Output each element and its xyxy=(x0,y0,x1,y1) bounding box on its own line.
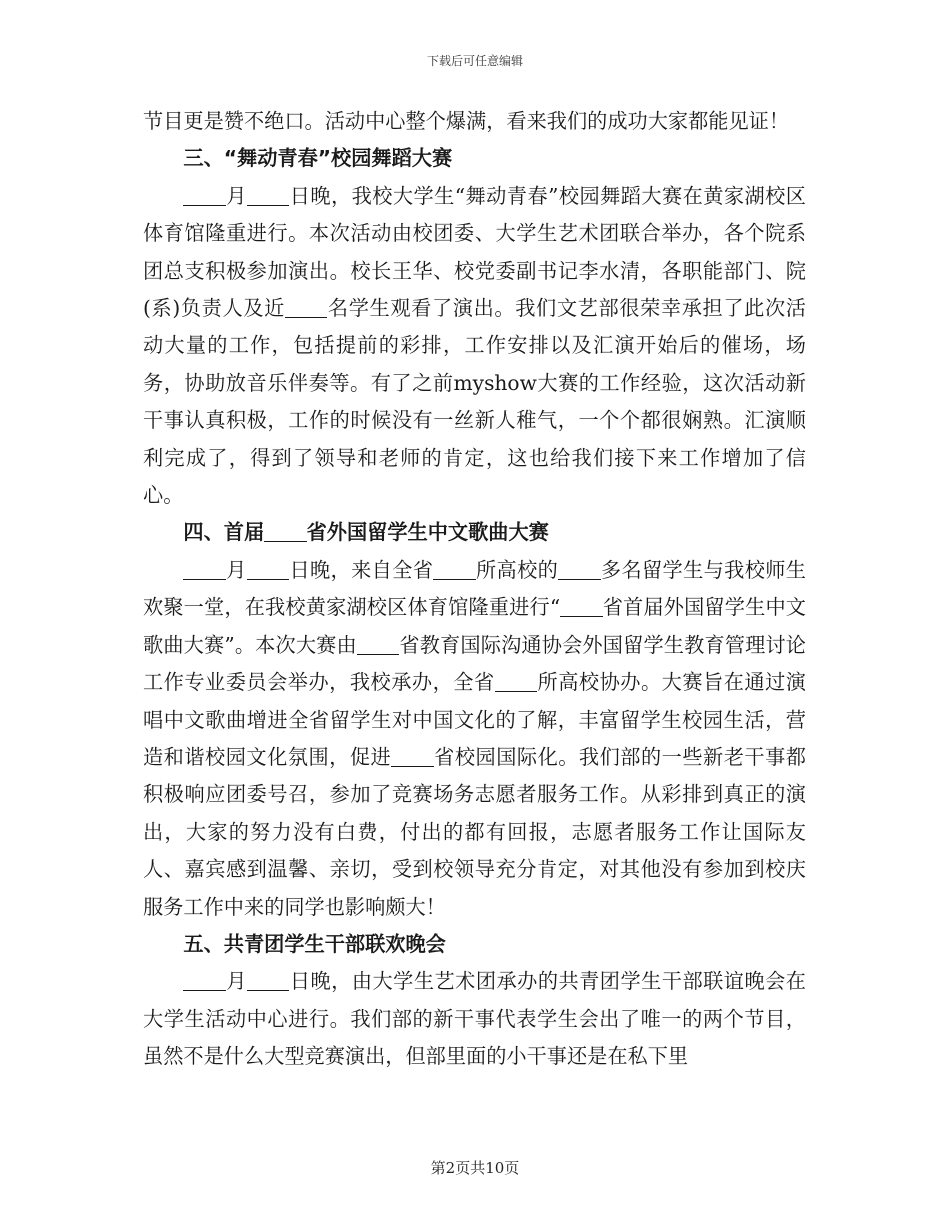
body-paragraph xyxy=(143,178,806,515)
fill-in-blank xyxy=(495,671,537,692)
fill-in-blank xyxy=(357,634,399,655)
fill-in-blank xyxy=(560,596,602,617)
fill-in-blank xyxy=(247,970,289,991)
body-paragraph xyxy=(143,103,806,140)
page-footer: 第2页共10页 xyxy=(430,1159,520,1177)
fill-in-blank xyxy=(558,559,600,580)
text-segment: 名学生观看了演出。我们文艺部很荣幸承担了此次活动大量的工作，包括提前的彩排，工作安排以及汇演开始后的催场，场务，协助放音乐伴奏等。有了之前myshow大赛的工作经验，这次活动新干事认真积极，工作的时候没有一丝新人稚气，一个个都很娴熟。汇演顺利完成了，得到了领导和老师的肯定，这也给我们接下来工作增加了信心。 xyxy=(143,296,806,508)
text-segment: 日晚，我校大学生“舞动青春”校园舞蹈大赛在黄家湖校区体育馆隆重进行。本次活动由校团委、大学生艺术团联合举办，各个院系团总支积极参加演出。校长王华、校党委副书记李水清，各职能部门、院(系)负责人及近 xyxy=(143,183,806,321)
fill-in-blank xyxy=(247,559,289,580)
text-segment: 月 xyxy=(225,969,247,994)
fill-in-blank xyxy=(433,559,475,580)
fill-in-blank xyxy=(247,185,289,206)
body-paragraph xyxy=(143,963,806,1075)
fill-in-blank xyxy=(264,521,306,542)
text-segment: 月 xyxy=(225,557,247,582)
text-segment: 三、“舞动青春”校园舞蹈大赛 xyxy=(183,146,453,171)
text-segment: 月 xyxy=(225,183,247,208)
text-segment: 日晚，由大学生艺术团承办的共青团学生干部联谊晚会在大学生活动中心进行。我们部的新干事代表学生会出了唯一的两个节目，虽然不是什么大型竞赛演出，但部里面的小干事还是在私下里 xyxy=(143,969,806,1069)
section-heading xyxy=(143,514,806,551)
fill-in-blank xyxy=(183,559,225,580)
page-header: 下载后可任意编辑 xyxy=(426,54,523,68)
text-segment: 多名留学生与我校师生欢聚一堂，在我校黄家湖校区体育馆隆重进行“ xyxy=(143,557,806,620)
text-segment: 所高校的 xyxy=(475,557,559,582)
text-segment: 四、首届 xyxy=(183,520,265,545)
text-segment: 所高校协办。大赛旨在通过演唱中文歌曲增进全省留学生对中国文化的了解，丰富留学生校园生活，营造和谐校园文化氛围，促进 xyxy=(143,670,806,769)
text-segment: 五、共青团学生干部联欢晚会 xyxy=(183,931,446,956)
text-segment: 省首届外国留学生中文歌曲大赛”。本次大赛由 xyxy=(143,595,806,657)
fill-in-blank xyxy=(183,970,225,991)
text-segment: 省外国留学生中文歌曲大赛 xyxy=(306,520,549,545)
section-heading xyxy=(143,926,806,963)
text-segment: 日晚，来自全省 xyxy=(289,557,434,582)
text-segment: 省教育国际沟通协会外国留学生教育管理讨论工作专业委员会举办，我校承办，全省 xyxy=(143,632,806,695)
text-segment: 节目更是赞不绝口。活动中心整个爆满，看来我们的成功大家都能见证！ xyxy=(143,109,790,133)
document-body xyxy=(143,103,806,1076)
fill-in-blank xyxy=(183,185,225,206)
text-segment: 省校园国际化。我们部的一些新老干事都积极响应团委号召，参加了竞赛场务志愿者服务工作。从彩排到真正的演出，大家的努力没有白费，付出的都有回报，志愿者服务工作让国际友人、嘉宾感到温馨、亲切，受到校领导充分肯定，对其他没有参加到校庆服务工作中来的同学也影响颇大！ xyxy=(143,744,806,919)
body-paragraph xyxy=(143,552,806,926)
section-heading xyxy=(143,140,806,177)
fill-in-blank xyxy=(285,297,327,318)
fill-in-blank xyxy=(391,746,433,767)
